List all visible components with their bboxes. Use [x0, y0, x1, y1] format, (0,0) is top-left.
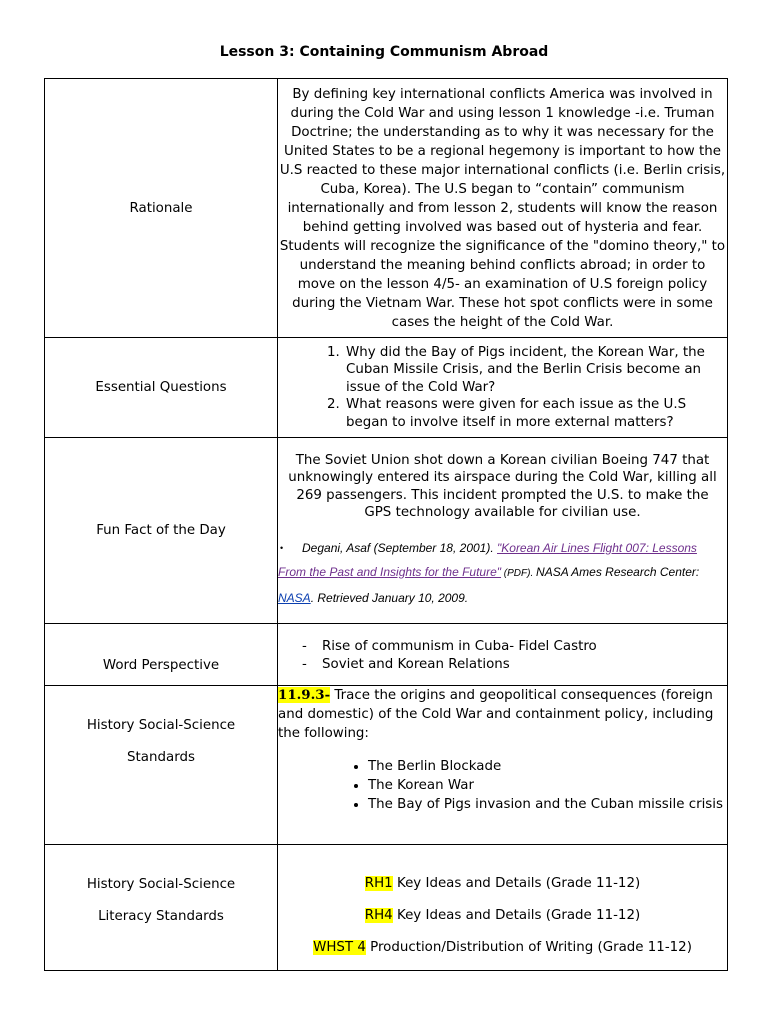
row-fun-fact [45, 438, 728, 624]
literacy-standard [278, 874, 727, 893]
word-perspective-label [45, 624, 278, 686]
rationale-label: Rationale [45, 79, 278, 338]
fun-fact-citation [278, 536, 727, 610]
literacy-standard-text: Key Ideas and Details (Grade 11-12) [392, 876, 641, 891]
essential-questions-label: Essential Questions [45, 338, 278, 438]
literacy-standard-code: RH1 [364, 876, 393, 891]
essential-question: 2. What reasons were given for each issue as the U.S began to involve itself in more external matters? [344, 396, 715, 431]
page-title: Lesson 3: Containing Communism Abroad [219, 44, 549, 60]
literacy-standard [278, 938, 727, 957]
row-literacy-standards [45, 845, 728, 971]
row-essential-questions [45, 338, 728, 438]
lesson-plan-table [44, 78, 728, 971]
literacy-standard-code: RH4 [364, 908, 393, 923]
row-rationale [45, 79, 728, 338]
hss-standard-list [278, 757, 727, 814]
literacy-standards-label [45, 845, 278, 971]
literacy-standard-text: Key Ideas and Details (Grade 11-12) [392, 908, 641, 923]
word-perspective-list [278, 638, 727, 673]
citation-author: Degani, Asaf (September 18, 2001). [302, 540, 497, 555]
fun-fact-label: Fun Fact of the Day [45, 438, 278, 624]
hss-standard-item: • The Berlin Blockade [368, 757, 727, 776]
hss-standard-item: • The Korean War [368, 776, 727, 795]
word-perspective-cell [278, 624, 728, 686]
citation-retrieved: . Retrieved January 10, 2009. [310, 590, 469, 605]
word-perspective-label-text: Word Perspective [102, 658, 220, 673]
rationale-cell [278, 79, 728, 338]
citation-nasa-link[interactable]: NASA [278, 590, 311, 605]
literacy-label-line1: History Social-Science [86, 877, 236, 892]
fun-fact-text: The Soviet Union shot down a Korean civilian Boeing 747 that unknowingly entered its airspace during the Cold War, killing all 269 passengers. This incident prompted the U.S. to make the GPS technology available for civilian use. [288, 452, 717, 520]
hss-label-line2: Standards [127, 750, 195, 765]
hss-standards-cell [278, 686, 728, 845]
literacy-standard [278, 906, 727, 925]
rationale-text: By defining key international conflicts America was involved in during the Cold War and using lesson 1 knowledge -i.e. Truman Doctrine; the understanding as to why it was necessary for the United States to be a regional hegemony is important to how the U.S reacted to these major international conflicts (i.e. Berlin crisis, Cuba, Korea). The U.S began to “contain” communism internationally and from lesson 2, students will know the reason behind getting involved was based out of hysteria and fear. Students will recognize the significance of the "domino theory," to understand the meaning behind conflicts abroad; in order to move on the lesson 4/5- an examination of U.S foreign policy during the Vietnam War. These hot spot conflicts were in some cases the height of the Cold War. [279, 86, 726, 330]
citation-format: (PDF). [501, 567, 537, 579]
literacy-standard-code: WHST 4 [313, 940, 366, 955]
bullet-icon: • [280, 542, 284, 553]
hss-label-line1: History Social-Science [86, 718, 236, 733]
literacy-standards-cell [278, 845, 728, 971]
hss-standard-description: Trace the origins and geopolitical consequences (foreign and domestic) of the Cold War and containment policy, including the following: [278, 688, 714, 741]
essential-question: 1. Why did the Bay of Pigs incident, the Korean War, the Cuban Missile Crisis, and the Berlin Crisis become an issue of the Cold War? [344, 344, 715, 397]
citation-publisher: NASA Ames Research Center: [536, 564, 700, 579]
citation-title-link[interactable]: "Korean Air Lines Flight 007: Lessons From the Past and Insights for the Future" [278, 540, 697, 579]
hss-standards-label [45, 686, 278, 845]
word-perspective-item: - Rise of communism in Cuba- Fidel Castro [302, 638, 727, 656]
essential-questions-list [278, 344, 727, 432]
row-hss-standards [45, 686, 728, 845]
hss-standard-text [278, 686, 727, 743]
literacy-standard-text: Production/Distribution of Writing (Grade 11-12) [365, 940, 692, 955]
row-word-perspective [45, 624, 728, 686]
word-perspective-item: - Soviet and Korean Relations [302, 656, 727, 674]
fun-fact-cell [278, 438, 728, 624]
literacy-label-line2: Literacy Standards [98, 909, 224, 924]
hss-standard-item: • The Bay of Pigs invasion and the Cuban missile crisis [368, 795, 727, 814]
hss-standard-code: 11.9.3- [278, 687, 331, 703]
essential-questions-cell [278, 338, 728, 438]
